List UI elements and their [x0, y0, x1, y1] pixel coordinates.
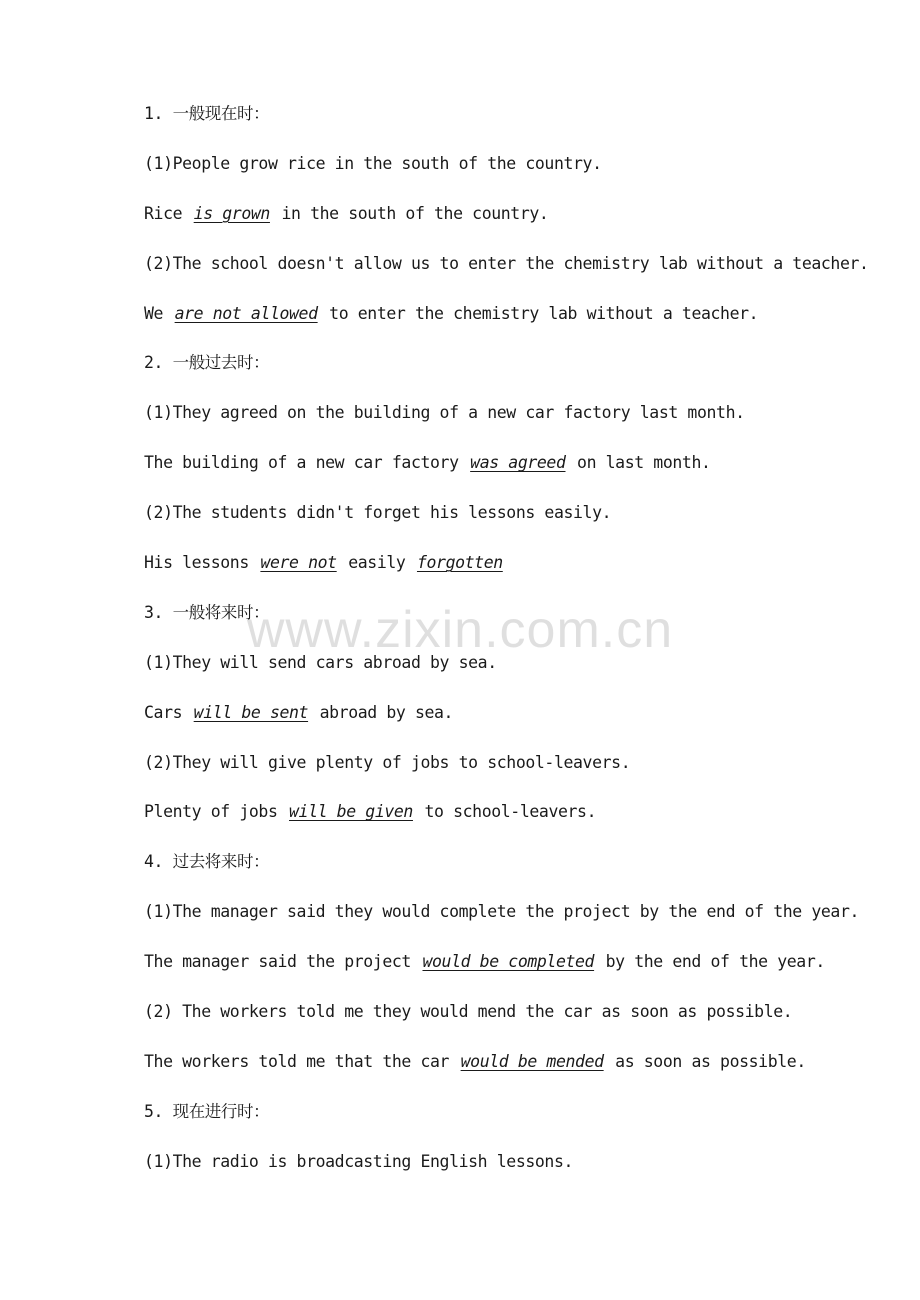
section-heading: [144, 348, 844, 398]
example-sentence: [144, 897, 860, 947]
line-text: to enter the chemistry lab without a teacher.: [319, 303, 759, 323]
example-sentence: [144, 648, 844, 698]
watermark-text: www.zixin.com.cn: [246, 601, 674, 659]
answer-sentence: [144, 299, 844, 349]
line-text: 4. 过去将来时：: [144, 852, 270, 872]
line-text: (1)They will send cars abroad by sea.: [144, 652, 497, 672]
line-text: (2)The school doesn't allow us to enter the chemistry lab without a teacher.: [144, 253, 869, 273]
answer-blank: forgotten: [416, 553, 503, 573]
line-text: The building of a new car factory: [144, 453, 469, 473]
answer-blank: would be completed: [422, 952, 595, 972]
line-text: 2. 一般过去时：: [144, 353, 270, 373]
line-text: (2) The workers told me they would mend the car as soon as possible.: [144, 1002, 793, 1022]
line-text: Rice: [144, 203, 192, 223]
example-sentence: [144, 149, 844, 199]
line-text: Cars: [144, 702, 192, 722]
answer-sentence: [144, 797, 844, 847]
line-text: The workers told me that the car: [144, 1051, 459, 1071]
answer-blank: are not allowed: [174, 303, 318, 323]
answer-blank: would be mended: [460, 1051, 604, 1071]
answer-blank: will be sent: [193, 702, 309, 722]
line-text: easily: [338, 553, 415, 573]
example-sentence: [144, 1147, 844, 1197]
line-text: 1. 一般现在时：: [144, 104, 270, 123]
line-text: to school-leavers.: [414, 802, 597, 822]
section-heading: [144, 99, 844, 149]
line-text: (1)The radio is broadcasting English lessons.: [144, 1151, 574, 1171]
line-text: (1)People grow rice in the south of the country.: [144, 153, 602, 173]
answer-sentence: [144, 947, 844, 997]
line-text: (2)They will give plenty of jobs to school-leavers.: [144, 752, 631, 772]
line-text: 5. 现在进行时：: [144, 1101, 270, 1121]
section-heading: [144, 1097, 844, 1147]
line-text: in the south of the country.: [271, 203, 549, 223]
line-text: (2)The students didn't forget his lessons easily.: [144, 503, 612, 523]
answer-blank: is grown: [193, 203, 270, 223]
answer-blank: were not: [260, 553, 337, 573]
answer-sentence: [144, 698, 844, 748]
example-sentence: [144, 249, 869, 299]
answer-sentence: [144, 548, 844, 598]
example-sentence: [144, 997, 844, 1047]
line-text: Plenty of jobs: [144, 802, 288, 822]
example-sentence: [144, 498, 844, 548]
example-sentence: [144, 398, 844, 448]
line-text: We: [144, 303, 173, 323]
answer-sentence: [144, 448, 844, 498]
line-text: (1)The manager said they would complete the project by the end of the year.: [144, 902, 860, 922]
answer-sentence: [144, 199, 844, 249]
line-text: 3. 一般将来时：: [144, 602, 270, 622]
answer-blank: will be given: [289, 802, 413, 822]
example-sentence: [144, 748, 844, 798]
line-text: as soon as possible.: [605, 1051, 806, 1071]
line-text: (1)They agreed on the building of a new car factory last month.: [144, 403, 745, 423]
answer-blank: was agreed: [470, 453, 566, 473]
line-text: The manager said the project: [144, 952, 421, 972]
section-heading: [144, 847, 844, 897]
line-text: abroad by sea.: [310, 702, 454, 722]
document-body: [144, 99, 869, 1197]
answer-sentence: [144, 1047, 844, 1097]
line-text: by the end of the year.: [596, 952, 825, 972]
section-heading: [144, 598, 844, 648]
line-text: on last month.: [567, 453, 711, 473]
line-text: His lessons: [144, 553, 259, 573]
